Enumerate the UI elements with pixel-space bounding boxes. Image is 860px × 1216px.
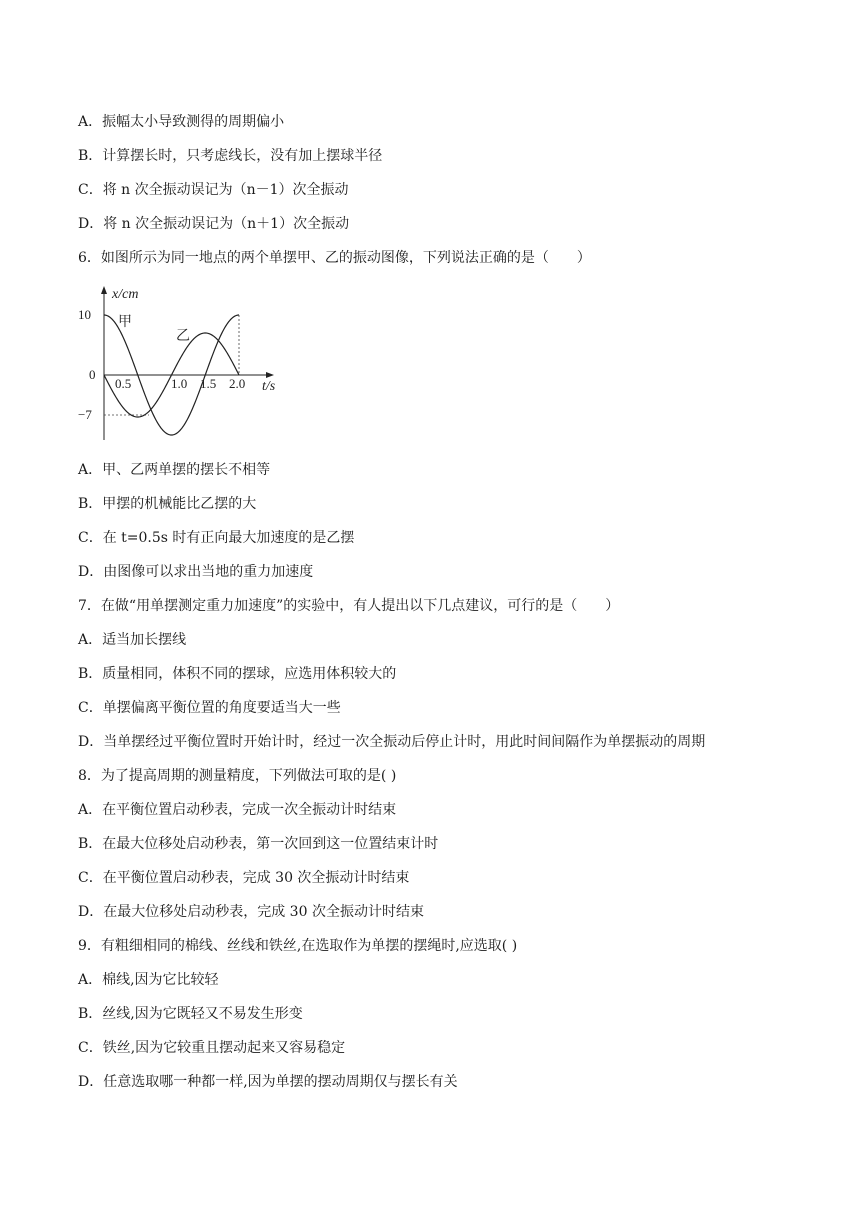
q8-option-c: C．在平衡位置启动秒表，完成 30 次全振动计时结束 xyxy=(78,870,410,886)
x-axis-label: t/s xyxy=(262,379,276,394)
q8-option-d: D．在最大位移处启动秒表，完成 30 次全振动计时结束 xyxy=(78,904,424,920)
x-tick-2.0: 2.0 xyxy=(229,376,246,391)
y-axis-label: x/cm xyxy=(112,287,139,302)
q5-option-b: B．计算摆长时，只考虑线长，没有加上摆球半径 xyxy=(78,148,383,164)
x-tick-0.5: 0.5 xyxy=(115,376,132,391)
q7-option-c: C．单摆偏离平衡位置的角度要适当大一些 xyxy=(78,700,341,716)
q8-option-b: B．在最大位移处启动秒表，第一次回到这一位置结束计时 xyxy=(78,836,439,852)
y-tick-10: 10 xyxy=(78,307,91,322)
q7-option-b: B．质量相同，体积不同的摆球，应选用体积较大的 xyxy=(78,666,397,682)
q7-option-a: A．适当加长摆线 xyxy=(78,632,187,648)
q9-stem: 9．有粗细相同的棉线、丝线和铁丝,在选取作为单摆的摆绳时,应选取( ) xyxy=(78,938,518,954)
q9-option-a: A．棉线,因为它比较轻 xyxy=(78,972,219,988)
series-label-yi: 乙 xyxy=(176,329,190,344)
q5-option-d: D．将 n 次全振动误记为（n＋1）次全振动 xyxy=(78,216,350,232)
q6-option-d: D．由图像可以求出当地的重力加速度 xyxy=(78,564,314,580)
origin-label: 0 xyxy=(89,367,96,382)
vibration-graph xyxy=(74,282,288,442)
y-tick-minus7: −7 xyxy=(78,407,92,422)
q5-option-c: C．将 n 次全振动误记为（n－1）次全振动 xyxy=(78,182,349,198)
q5-option-a: A．振幅太小导致测得的周期偏小 xyxy=(78,114,285,130)
q6-stem: 6．如图所示为同一地点的两个单摆甲、乙的振动图像，下列说法正确的是（ ） xyxy=(78,250,591,266)
q9-option-c: C．铁丝,因为它较重且摆动起来又容易稳定 xyxy=(78,1040,346,1056)
series-label-jia: 甲 xyxy=(118,315,132,330)
q6-option-a: A．甲、乙两单摆的摆长不相等 xyxy=(78,462,271,478)
q9-option-b: B．丝线,因为它既轻又不易发生形变 xyxy=(78,1006,303,1022)
q6-option-c: C．在 t=0.5s 时有正向最大加速度的是乙摆 xyxy=(78,530,355,546)
q6-option-b: B．甲摆的机械能比乙摆的大 xyxy=(78,496,257,512)
q9-option-d: D．任意选取哪一种都一样,因为单摆的摆动周期仅与摆长有关 xyxy=(78,1074,458,1090)
q7-stem: 7．在做“用单摆测定重力加速度”的实验中，有人提出以下几点建议，可行的是（ ） xyxy=(78,598,620,614)
q7-option-d: D．当单摆经过平衡位置时开始计时，经过一次全振动后停止计时，用此时间间隔作为单摆振动的周期 xyxy=(78,734,706,750)
q8-option-a: A．在平衡位置启动秒表，完成一次全振动计时结束 xyxy=(78,802,397,818)
x-tick-1.5: 1.5 xyxy=(200,376,217,391)
x-tick-1.0: 1.0 xyxy=(171,376,188,391)
x-axis-arrow xyxy=(266,372,274,378)
q8-stem: 8．为了提高周期的测量精度，下列做法可取的是( ) xyxy=(78,768,397,784)
y-axis-arrow xyxy=(101,286,107,294)
